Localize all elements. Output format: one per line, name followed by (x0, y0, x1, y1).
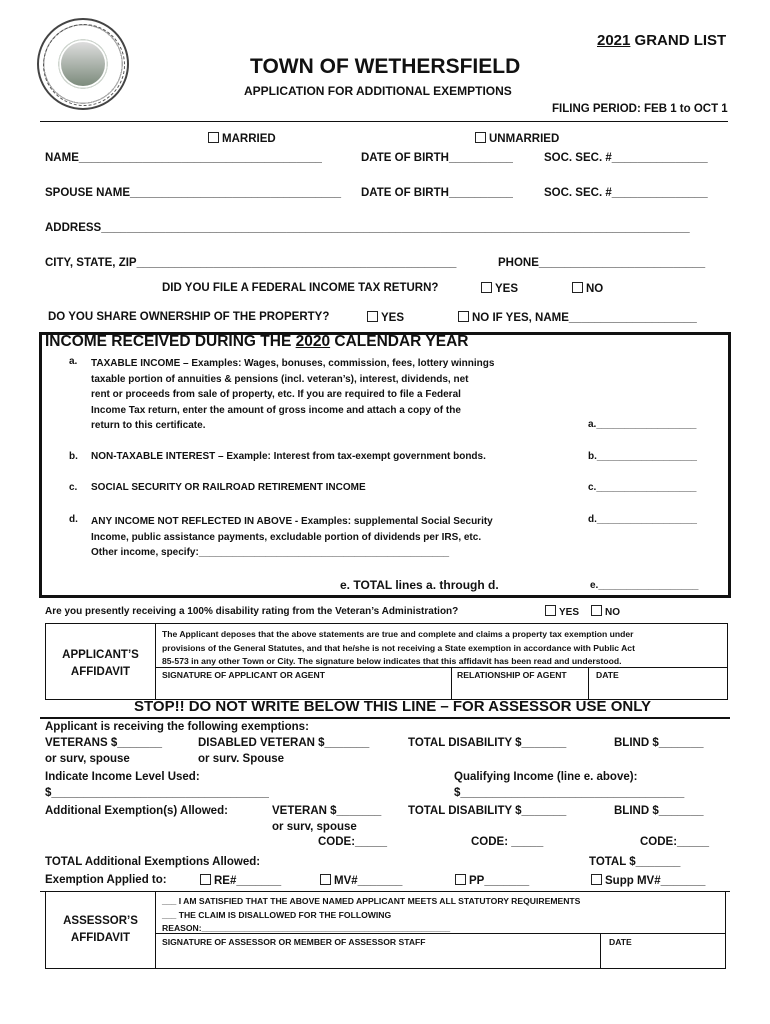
federal-yes-option[interactable] (481, 282, 518, 295)
share-no-checkbox[interactable] (458, 311, 469, 322)
disability-yes-option[interactable] (545, 605, 579, 618)
assessor-satisfied-line[interactable]: ___ I AM SATISFIED THAT THE ABOVE NAMED APPLICANT MEETS ALL STATUTORY REQUIREMENTS (162, 896, 581, 906)
surv-spouse-label-3: or surv, spouse (272, 821, 357, 833)
item-a-line: return to this certificate. (91, 420, 206, 431)
federal-no-checkbox[interactable] (572, 282, 583, 293)
disability-question: Are you presently receiving a 100% disability rating from the Veteran’s Administration? (45, 606, 459, 617)
assessor-rule (40, 717, 730, 719)
share-yes-checkbox[interactable] (367, 311, 378, 322)
disability-yes-label: YES (559, 607, 580, 618)
assessor-disallowed-line[interactable]: ___ THE CLAIM IS DISALLOWED FOR THE FOLLOWING (162, 909, 392, 920)
share-yes-label: YES (381, 312, 405, 324)
item-c-text: SOCIAL SECURITY OR RAILROAD RETIREMENT INCOME (91, 482, 366, 493)
affidavit-line: 85-573 in any other Town or City. The signature below indicates that this affidavit has been read and understood. (162, 656, 622, 666)
blind-field[interactable]: BLIND $_______ (614, 737, 704, 749)
surv-spouse-label-2: or surv. Spouse (198, 753, 285, 765)
mv-label: MV#_______ (334, 875, 403, 887)
item-a-amount[interactable]: a.__________________ (588, 419, 697, 430)
phone-field[interactable]: PHONE__________________________ (498, 257, 706, 269)
applicant-affidavit-label-2: AFFIDAVIT (70, 666, 131, 678)
code-field-3[interactable]: CODE:_____ (640, 836, 710, 848)
federal-yes-label: YES (495, 283, 519, 295)
pp-label: PP_______ (469, 875, 530, 887)
assessor-date-label: DATE (609, 937, 632, 947)
affidavit-line: The Applicant deposes that the above statements are true and complete and claims a property tax exemption under (162, 629, 634, 639)
total-allowed-label: TOTAL Additional Exemptions Allowed: (45, 856, 261, 868)
federal-no-label: NO (586, 283, 604, 295)
header-rule (40, 121, 728, 122)
grand-list-heading (597, 32, 726, 49)
form-subtitle: APPLICATION FOR ADDITIONAL EXEMPTIONS (244, 84, 512, 98)
unmarried-checkbox[interactable] (475, 132, 486, 143)
supp-mv-option[interactable] (591, 874, 705, 887)
assessor-affidavit-text (162, 895, 580, 936)
dob-field[interactable]: DATE OF BIRTH__________ (361, 152, 513, 164)
item-e-total-label: e. TOTAL lines a. through d. (340, 578, 499, 592)
federal-yes-checkbox[interactable] (481, 282, 492, 293)
disability-no-option[interactable] (591, 605, 620, 618)
applicant-signature-rule (155, 667, 728, 668)
share-ownership-question: DO YOU SHARE OWNERSHIP OF THE PROPERTY? (48, 311, 330, 323)
federal-return-question: DID YOU FILE A FEDERAL INCOME TAX RETURN? (162, 282, 439, 294)
relationship-label: RELATIONSHIP OF AGENT (457, 670, 567, 680)
item-a-text (91, 356, 494, 434)
total-disability-allowed-field[interactable]: TOTAL DISABILITY $_______ (408, 805, 567, 817)
income-title-year: 2020 (295, 333, 331, 350)
married-checkbox[interactable] (208, 132, 219, 143)
city-state-zip-field[interactable]: CITY, STATE, ZIP__________________________________________________ (45, 257, 457, 269)
assessor-affidavit-label (45, 913, 156, 947)
spouse-name-field[interactable]: SPOUSE NAME_________________________________ (45, 187, 342, 199)
stop-banner: STOP!! DO NOT WRITE BELOW THIS LINE – FOR ASSESSOR USE ONLY (134, 698, 651, 715)
supp-mv-checkbox[interactable] (591, 874, 602, 885)
item-d-line: Other income, specify:_____________________________________________ (91, 547, 450, 558)
item-a-line: Income Tax return, enter the amount of gross income and attach a copy of the (91, 404, 461, 416)
spouse-ssn-field[interactable]: SOC. SEC. #_______________ (544, 187, 708, 199)
supp-mv-label: Supp MV#_______ (605, 875, 706, 887)
income-title-pre: INCOME RECEIVED DURING THE (45, 333, 296, 350)
unmarried-option[interactable] (475, 132, 559, 145)
item-d-label: d. (69, 514, 78, 525)
applicant-signature-label[interactable]: SIGNATURE OF APPLICANT OR AGENT (162, 670, 325, 680)
income-level-label: Indicate Income Level Used: (45, 771, 200, 783)
item-d-amount[interactable]: d.__________________ (588, 514, 697, 525)
surv-spouse-label: or surv, spouse (45, 753, 130, 765)
re-checkbox[interactable] (200, 874, 211, 885)
item-b-amount[interactable]: b.__________________ (588, 451, 697, 462)
town-seal (37, 18, 129, 110)
applicant-affidavit-text (162, 628, 635, 669)
unmarried-label: UNMARRIED (489, 133, 560, 145)
item-a-line: taxable portion of annuities & pensions (incl. veteran’s), interest, dividends, net (91, 373, 469, 385)
re-option[interactable] (200, 874, 281, 887)
code-field-2[interactable]: CODE: _____ (471, 836, 544, 848)
item-e-amount[interactable]: e.__________________ (590, 580, 699, 591)
married-label: MARRIED (222, 133, 276, 145)
share-no-label: NO IF YES, NAME____________________ (472, 312, 697, 324)
income-title-post: CALENDAR YEAR (330, 333, 469, 350)
assessor-affidavit-label-1: ASSESSOR’S (63, 915, 138, 927)
disability-yes-checkbox[interactable] (545, 605, 556, 616)
mv-checkbox[interactable] (320, 874, 331, 885)
applied-to-label: Exemption Applied to: (45, 874, 167, 886)
income-level-field[interactable]: $__________________________________ (45, 787, 269, 799)
disabled-veteran-field[interactable]: DISABLED VETERAN $_______ (198, 737, 370, 749)
town-title: TOWN OF WETHERSFIELD (250, 55, 521, 78)
applicant-affidavit-label (45, 647, 156, 681)
grand-list-label: GRAND LIST (634, 32, 727, 49)
seal-emblem (61, 42, 105, 86)
pp-checkbox[interactable] (455, 874, 466, 885)
applicant-date-label[interactable]: DATE (596, 670, 619, 680)
disability-no-label: NO (605, 607, 620, 618)
affidavit-line: provisions of the General Statutes, and that he/she is not receiving a State exemption in accordance with Public Act (162, 642, 635, 653)
item-b-label: b. (69, 451, 78, 462)
item-a-line: rent or proceeds from sale of property, etc. If you are required to file a Federal (91, 389, 461, 400)
mv-option[interactable] (320, 874, 402, 887)
assessor-signature-label[interactable]: SIGNATURE OF ASSESSOR OR MEMBER OF ASSESSOR STAFF (162, 937, 426, 947)
qualifying-income-field[interactable]: $___________________________________ (454, 787, 685, 799)
item-b-text: NON-TAXABLE INTEREST – Example: Interest from tax-exempt government bonds. (91, 451, 486, 462)
item-d-line: ANY INCOME NOT REFLECTED IN ABOVE - Examples: supplemental Social Security (91, 516, 493, 527)
assessor-affidavit-label-2: AFFIDAVIT (70, 932, 131, 944)
name-field[interactable]: NAME______________________________________ (45, 152, 322, 164)
spouse-dob-field[interactable]: DATE OF BIRTH__________ (361, 187, 513, 199)
income-title (45, 333, 468, 351)
item-c-amount[interactable]: c.__________________ (588, 482, 697, 493)
item-d-text (91, 514, 493, 561)
code-field-1[interactable]: CODE:_____ (318, 836, 388, 848)
pp-option[interactable] (455, 874, 529, 887)
receiving-heading: Applicant is receiving the following exemptions: (45, 721, 309, 733)
total-amount-field[interactable]: TOTAL $_______ (589, 856, 681, 868)
share-no-option[interactable] (458, 311, 697, 324)
blind-allowed-field[interactable]: BLIND $_______ (614, 805, 704, 817)
veteran-allowed-field[interactable]: VETERAN $_______ (272, 805, 382, 817)
re-label: RE#_______ (214, 875, 282, 887)
federal-no-option[interactable] (572, 282, 603, 295)
grand-list-year: 2021 (597, 32, 631, 49)
married-option[interactable] (208, 132, 276, 145)
qualifying-income-label: Qualifying Income (line e. above): (454, 771, 638, 783)
item-a-line: TAXABLE INCOME – Examples: Wages, bonuses, commission, fees, lottery winnings (91, 358, 495, 369)
item-c-label: c. (69, 482, 78, 493)
item-d-line: Income, public assistance payments, excludable portion of dividends per IRS, etc. (91, 531, 482, 543)
address-field[interactable]: ADDRESS____________________________________________________________________________________________ (45, 222, 690, 234)
additional-allowed-label: Additional Exemption(s) Allowed: (45, 805, 228, 817)
total-disability-field[interactable]: TOTAL DISABILITY $_______ (408, 737, 567, 749)
filing-period: FILING PERIOD: FEB 1 to OCT 1 (552, 103, 728, 115)
item-a-label: a. (69, 356, 78, 367)
assessor-reason-field[interactable]: REASON:____________________________________________________ (162, 923, 451, 933)
applicant-affidavit-label-1: APPLICANT’S (62, 649, 139, 661)
veterans-field[interactable]: VETERANS $_______ (45, 737, 162, 749)
ssn-field[interactable]: SOC. SEC. #_______________ (544, 152, 708, 164)
share-yes-option[interactable] (367, 311, 404, 324)
disability-no-checkbox[interactable] (591, 605, 602, 616)
